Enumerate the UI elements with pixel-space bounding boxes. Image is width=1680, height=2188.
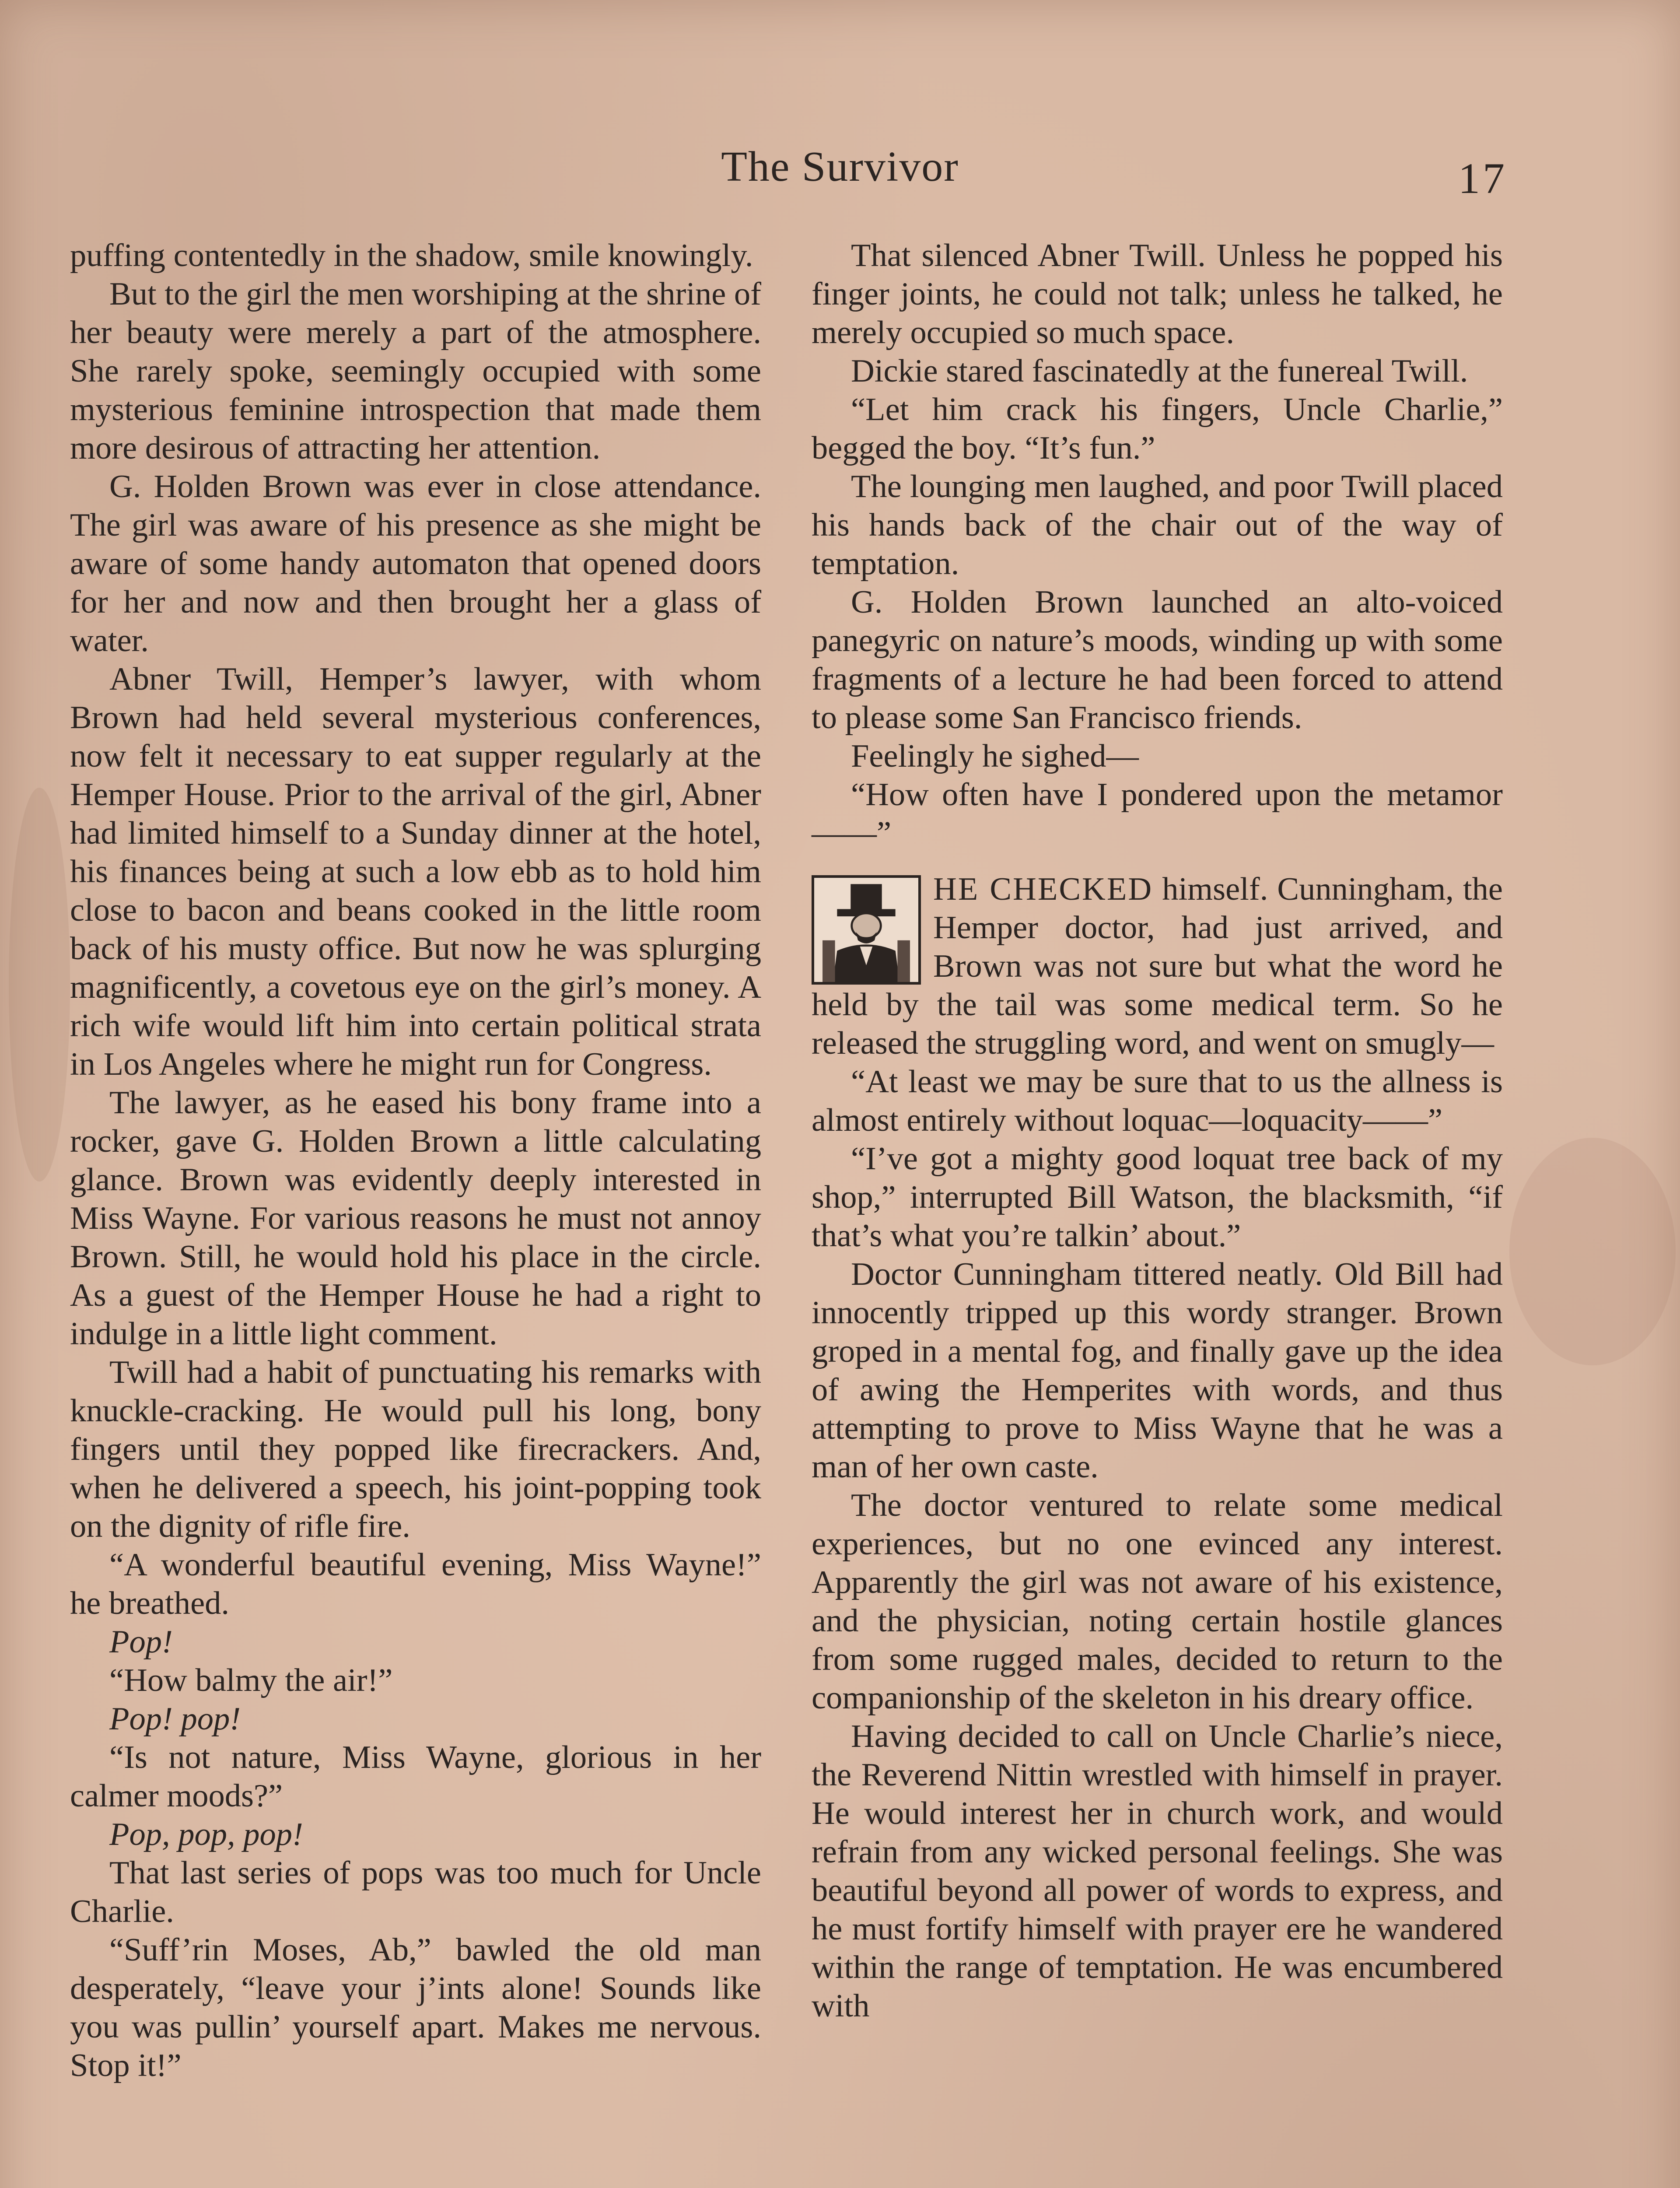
sound-effect: Pop! pop! — [109, 1701, 241, 1737]
paragraph: The lawyer, as he eased his bony frame into a rocker, gave G. Holden Brown a little calculating glance. Brown was evidently deeply interested in Miss Wayne. For various reasons he must not annoy Brown. Still, he would hold his place in the circle. As a guest of the Hemper House he had a right to indulge in a little light comment. — [70, 1085, 761, 1352]
dropcap-text: himself. Cunningham, the Hemper doctor, had just arrived, and Brown was not sure but what the word he held by the tail was some medical term. So he released the struggling word, and went on smugly— — [812, 871, 1503, 1061]
running-title: The Survivor — [721, 143, 959, 190]
paragraph: puffing contentedly in the shadow, smile knowingly. — [70, 238, 753, 274]
right-column-top — [812, 236, 1503, 852]
paragraph: But to the girl the men worshiping at the shrine of her beauty were merely a part of the atmosphere. She rarely spoke, seemingly occupied with some mysterious feminine introspection that made them more desirous of attracting her attention. — [70, 276, 761, 466]
paragraph: “A wonderful beautiful evening, Miss Wayne!” he breathed. — [70, 1547, 761, 1621]
paragraph: The lounging men laughed, and poor Twill placed his hands back of the chair out of the way of temptation. — [812, 469, 1503, 582]
left-column — [70, 236, 761, 2085]
paragraph — [70, 1623, 761, 1661]
sound-effect: Pop! — [109, 1624, 173, 1660]
sound-effect: Pop, pop, pop! — [109, 1816, 303, 1852]
paragraph: G. Holden Brown launched an alto-voiced panegyric on nature’s moods, winding up with some fragments of a lecture he had been forced to attend to please some San Francisco friends. — [812, 584, 1503, 736]
paragraph: “Suff’rin Moses, Ab,” bawled the old man desperately, “leave your j’ints alone! Sounds like you was pullin’ yourself apart. Makes me nervous. Stop it!” — [70, 1932, 761, 2083]
paragraph: Having decided to call on Uncle Charlie’s niece, the Reverend Nittin wrestled with himself in prayer. He would interest her in church work, and would refrain from any wicked personal feelings. She was beautiful beyond all power of words to express, and he must fortify himself with prayer ere he wandered within the range of temptation. He was encumbered with — [812, 1718, 1503, 2024]
paragraph: Feelingly he sighed— — [851, 738, 1139, 774]
dropcap-paragraph — [812, 870, 1503, 1062]
paragraph: G. Holden Brown was ever in close attendance. The girl was aware of his presence as she might be aware of some handy automaton that opened doors for her and now and then brought her a glass of water. — [70, 469, 761, 659]
paragraph: Doctor Cunningham tittered neatly. Old Bill had innocently tripped up this wordy stranger. Brown groped in a mental fog, and finally gave up the idea of awing the Hemperites with words, and thus attempting to prove to Miss Wayne that he was a man of her own caste. — [812, 1256, 1503, 1485]
paper-stain — [9, 788, 70, 1182]
paragraph: That silenced Abner Twill. Unless he popped his finger joints, he could not talk; unless he talked, he merely occupied so much space. — [812, 238, 1503, 351]
paragraph: Twill had a habit of punctuating his remarks with knuckle-cracking. He would pull his long, bony fingers until they popped like firecrackers. And, when he delivered a speech, his joint-popping took on the dignity of rifle fire. — [70, 1354, 761, 1544]
paragraph: The doctor ventured to relate some medical experiences, but no one evinced any interest. Apparently the girl was not aware of his existence, and the physician, noting certain hostile glances from some rugged males, decided to return to the companionship of the skeleton in his dreary office. — [812, 1487, 1503, 1716]
paragraph: “How often have I pondered upon the metamor——” — [812, 777, 1503, 851]
right-column-bottom — [812, 1062, 1503, 2025]
paragraph: “At least we may be sure that to us the allness is almost entirely without loquac—loquacity——” — [812, 1064, 1503, 1138]
paragraph: “Is not nature, Miss Wayne, glorious in her calmer moods?” — [70, 1739, 761, 1814]
paragraph: “How balmy the air!” — [109, 1662, 393, 1698]
page-number: 17 — [1458, 154, 1507, 203]
dropcap-lead: HE CHECKED — [933, 871, 1153, 907]
paragraph: That last series of pops was too much for Uncle Charlie. — [70, 1855, 761, 1929]
paper-stain — [1509, 1138, 1676, 1365]
paragraph — [70, 1700, 761, 1738]
illustrated-dropcap-icon — [812, 875, 921, 985]
right-column — [812, 236, 1503, 2025]
paragraph: “I’ve got a mighty good loquat tree back of my shop,” interrupted Bill Watson, the blacksmith, “if that’s what you’re talkin’ about.” — [812, 1141, 1503, 1254]
paragraph — [70, 1815, 761, 1854]
paragraph: “Let him crack his fingers, Uncle Charlie,” begged the boy. “It’s fun.” — [812, 392, 1503, 466]
paragraph: Abner Twill, Hemper’s lawyer, with whom Brown had held several mysterious conferences, now felt it necessary to eat supper regularly at the Hemper House. Prior to the arrival of the girl, Abner had limited himself to a Sunday dinner at the hotel, his finances being at such a low ebb as to hold him close to bacon and beans cooked in the little room back of his musty office. But now he was splurging magnificently, a covetous eye on the girl’s money. A rich wife would lift him into certain political strata in Los Angeles where he might run for Congress. — [70, 661, 761, 1082]
paragraph: Dickie stared fascinatedly at the funereal Twill. — [851, 353, 1468, 389]
